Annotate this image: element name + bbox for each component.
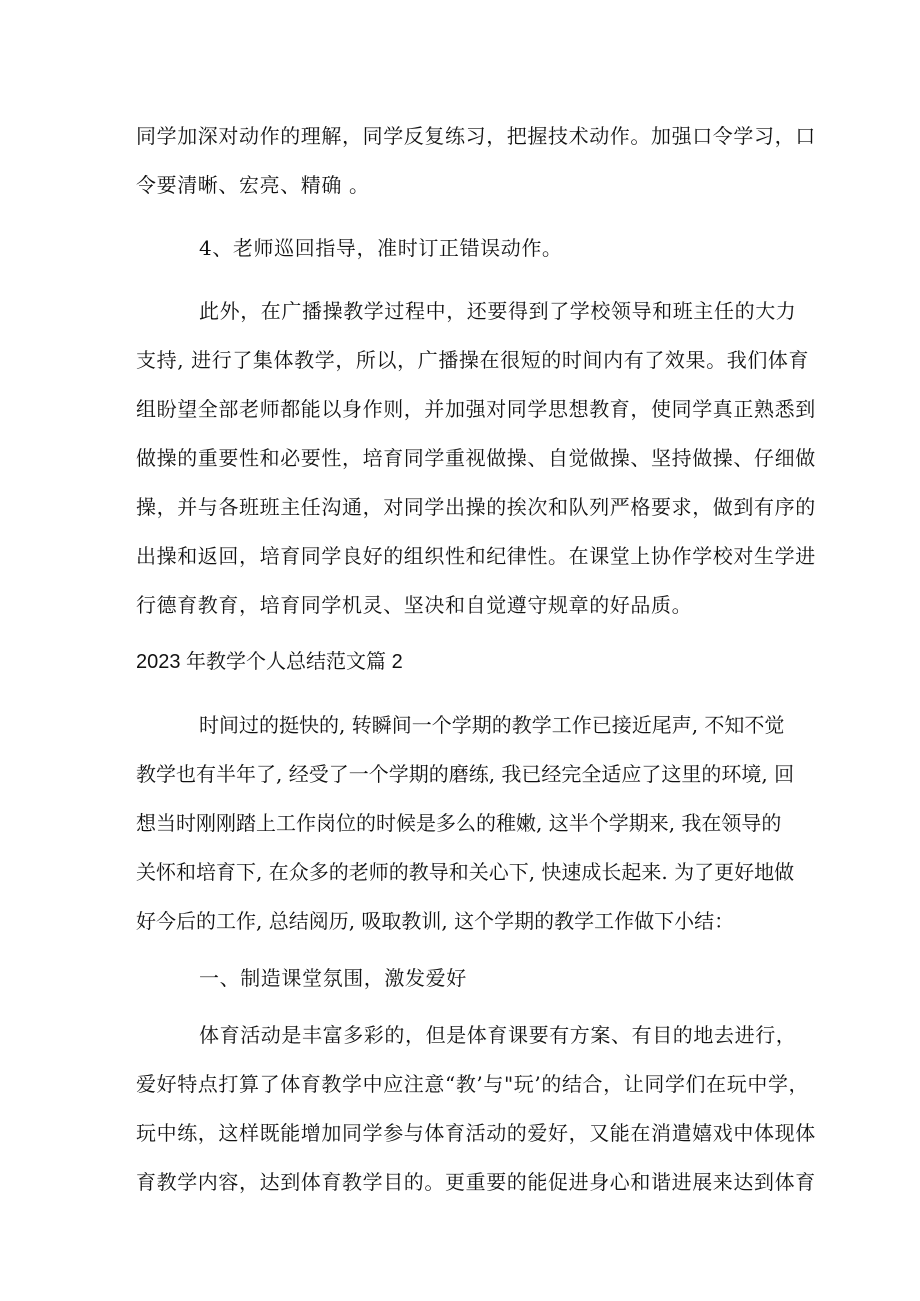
text-line: 好今后的工作, 总结阅历, 吸取教训, 这个学期的教学工作做下小结：: [136, 909, 735, 933]
text-line: 令要清晰、宏亮、精确 。: [136, 173, 370, 197]
paragraph-2: [136, 224, 786, 273]
text-line: 此外，在广播操教学过程中，还要得到了学校领导和班主任的大力: [199, 299, 797, 323]
paragraph-5: [136, 1011, 816, 1207]
text-line: 育教学内容，达到体育教学目的。更重要的能促进身心和谐进展来达到体育: [136, 1170, 816, 1194]
text-line: 同学加深对动作的理解，同学反复练习，把握技术动作。加强口令学习，口: [136, 124, 816, 148]
text-line: 做操的重要性和必要性，培育同学重视做操、自觉做操、坚持做操、仔细做: [136, 446, 816, 470]
text-line: 4、老师巡回指导，准时订正错误动作。: [199, 236, 563, 260]
text-line: 组盼望全部老师都能以身作则，并加强对同学思想教育，使同学真正熟悉到: [136, 397, 816, 421]
text-line: 玩中练，这样既能增加同学参与体育活动的爱好，又能在消遣嬉戏中体现体: [136, 1121, 816, 1145]
text-line: 教学也有半年了, 经受了一个学期的磨练, 我已经完全适应了这里的环境, 回: [136, 762, 795, 786]
text-line: 爱好特点打算了体育教学中应注意“教’与"玩’的结合，让同学们在玩中学，: [136, 1072, 810, 1096]
text-line: 操，并与各班班主任沟通，对同学出操的挨次和队列严格要求，做到有序的: [136, 495, 816, 519]
paragraph-3: [136, 287, 816, 630]
text-line: 体育活动是丰富多彩的，但是体育课要有方案、有目的地去进行，: [199, 1023, 797, 1047]
section-1-title: [136, 954, 786, 1003]
paragraph-1: [136, 112, 816, 210]
text-line: 出操和返回，培育同学良好的组织性和纪律性。在课堂上协作学校对生学进: [136, 544, 816, 568]
text-line: 一、制造课堂氛围，激发爱好: [199, 966, 467, 990]
section-heading: 2023 年教学个人总结范文篇 2: [136, 651, 403, 673]
text-line: 时间过的挺快的, 转瞬间一个学期的教学工作已接近尾声, 不知不觉: [199, 713, 785, 737]
text-line: 关怀和培育下, 在众多的老师的教导和关心下, 快速成长起来. 为了更好地做: [136, 860, 795, 884]
text-line: 行德育教育，培育同学机灵、坚决和自觉遵守规章的好品质。: [136, 593, 693, 617]
text-line: 支持, 进行了集体教学，所以，广播操在很短的时间内有了效果。我们体育: [136, 348, 810, 372]
paragraph-4: [136, 701, 795, 946]
text-line: 想当时刚刚踏上工作岗位的时候是多么的稚嫩, 这半个学期来, 我在领导的: [136, 811, 782, 835]
